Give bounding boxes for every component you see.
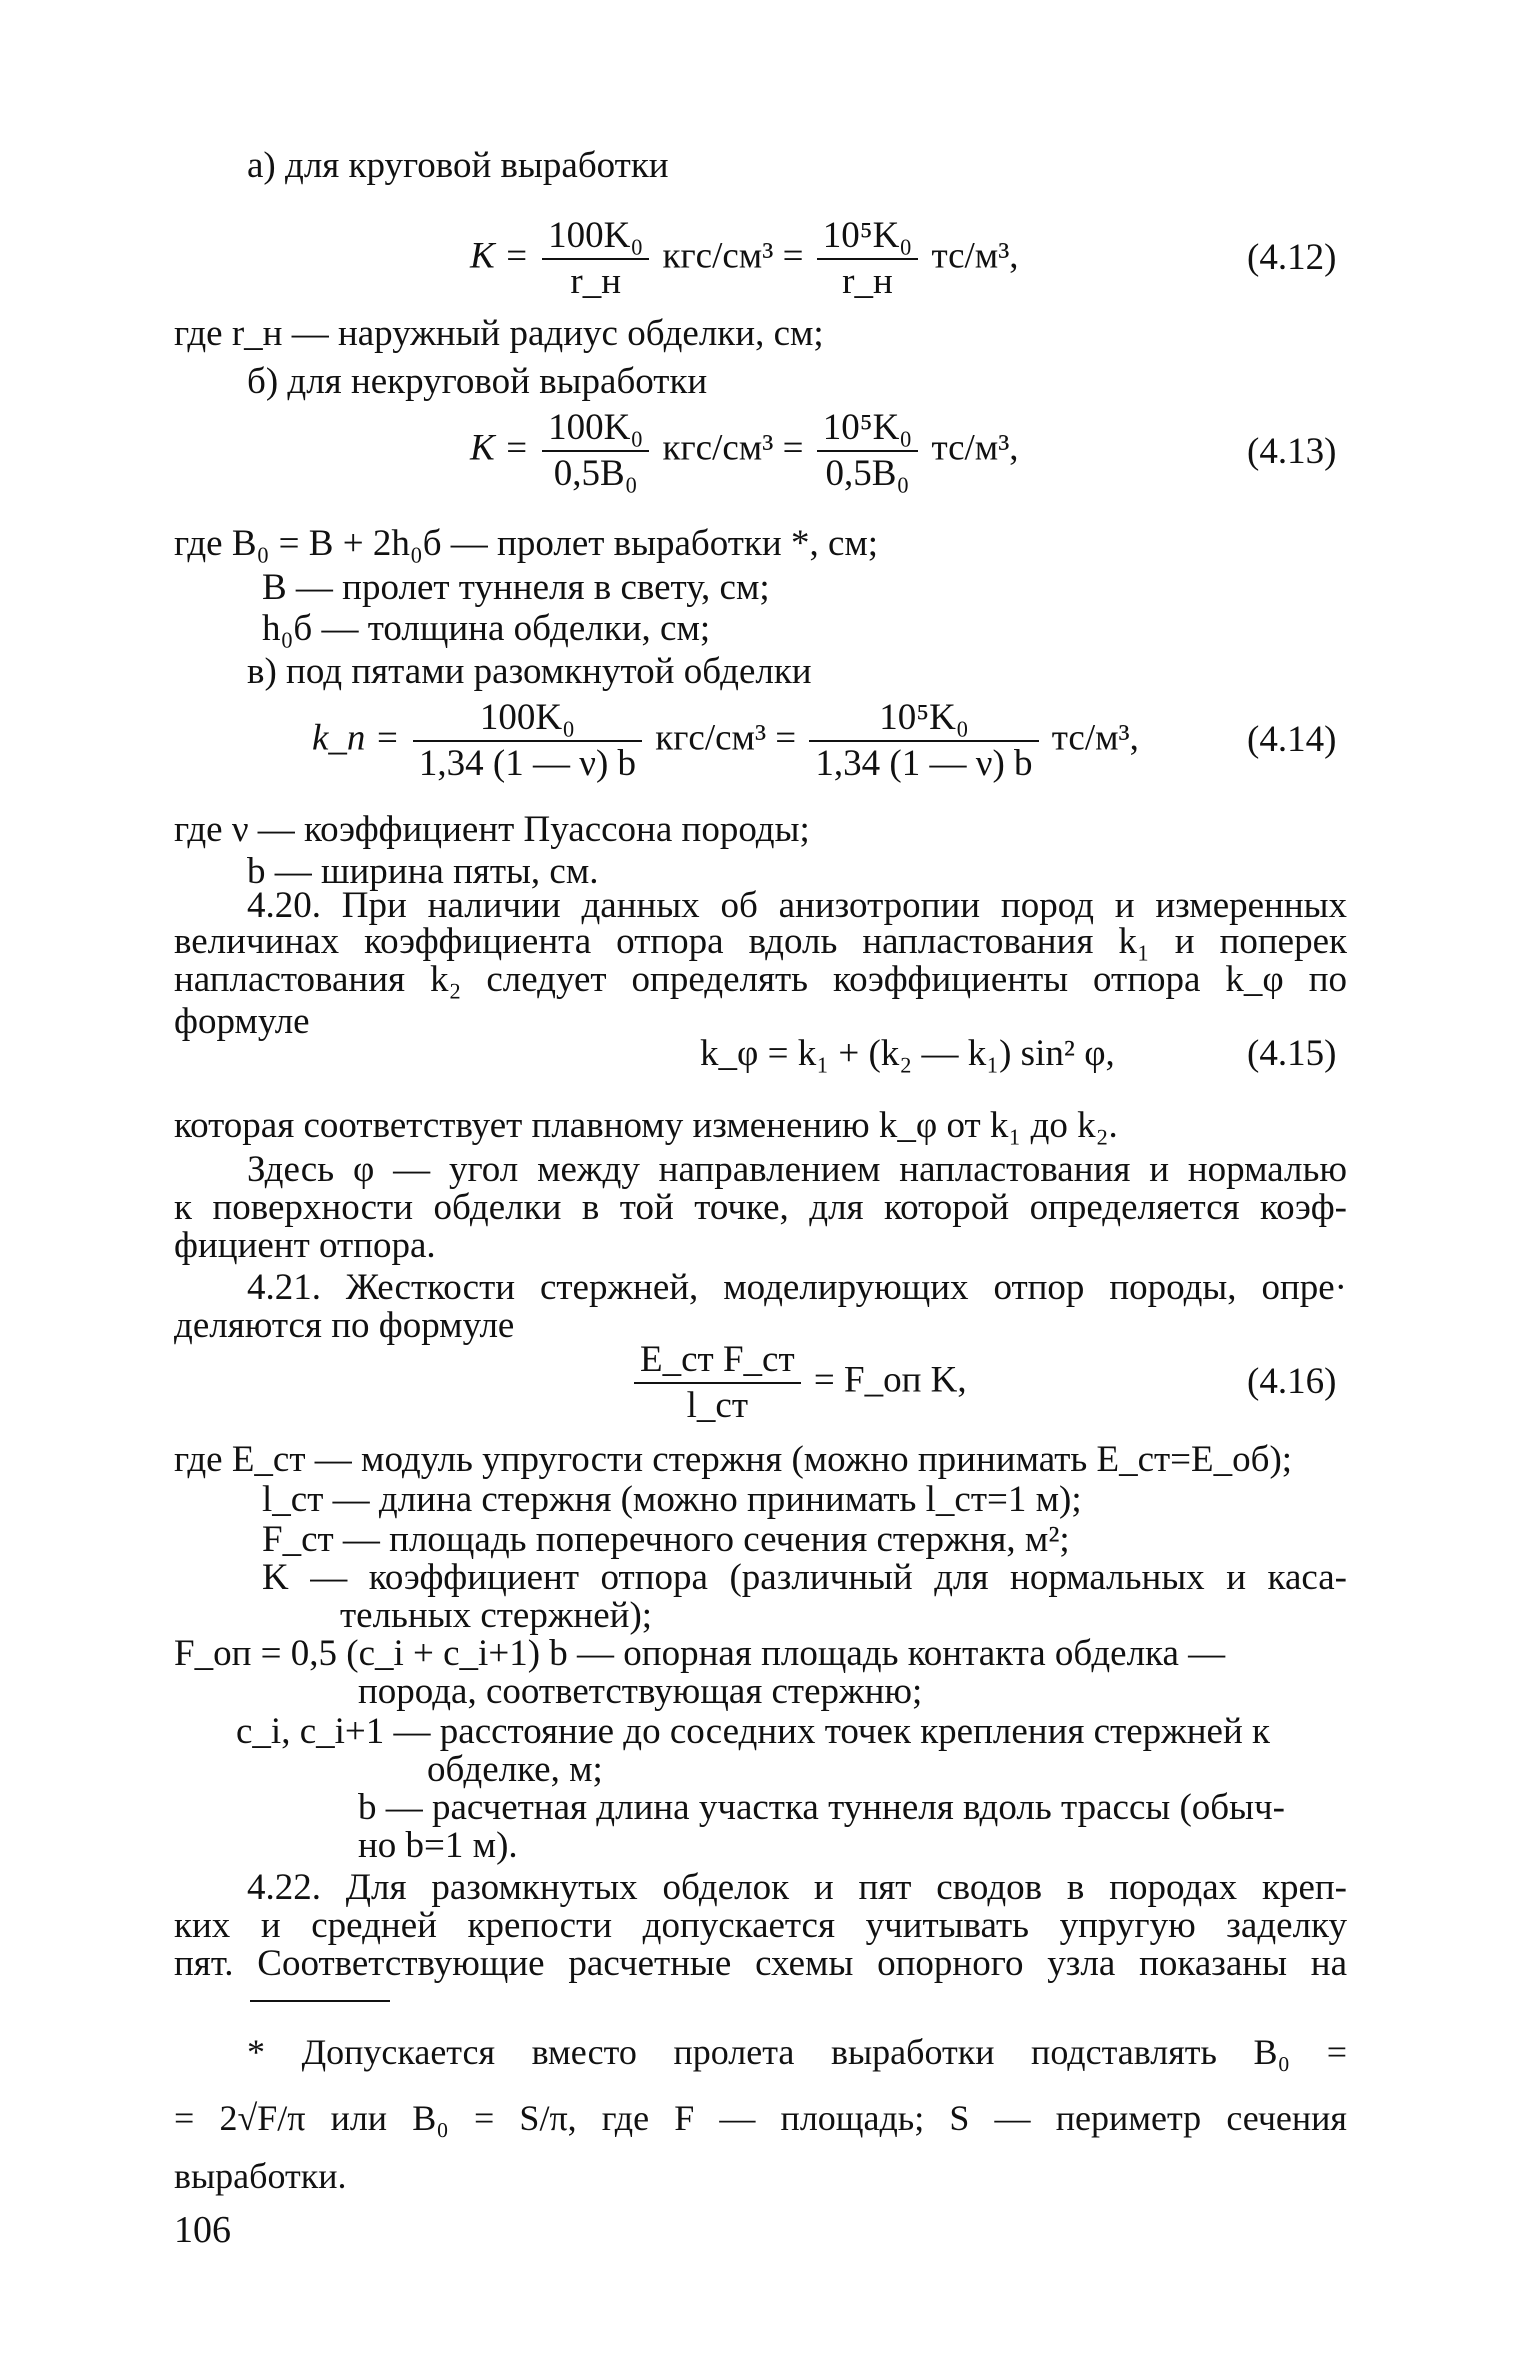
- eq-lhs: k_п =: [312, 717, 400, 759]
- numerator: 10⁵K₀: [817, 214, 919, 260]
- denominator: r_н: [570, 261, 622, 302]
- footnote-line: * Допускается вместо пролета выработки подставлять B₀ =: [247, 2032, 1347, 2072]
- equation-4-15: k_φ = k₁ + (k₂ — k₁) sin² φ,: [700, 1033, 1115, 1074]
- denominator: 0,5B₀: [553, 453, 638, 494]
- denominator: 0,5B₀: [825, 453, 910, 494]
- text-line: деляются по формуле: [174, 1305, 515, 1346]
- text-line: Здесь φ — угол между направлением напластования и нормалью: [247, 1149, 1347, 1190]
- equation-number: (4.15): [1247, 1033, 1337, 1074]
- fraction: [817, 406, 919, 496]
- fraction: [413, 696, 642, 786]
- text-line: b — расчетная длина участка туннеля вдоль трассы (обыч-: [358, 1787, 1285, 1828]
- fraction: [817, 214, 919, 304]
- text-line: пят. Соответствующие расчетные схемы опорного узла показаны на: [174, 1943, 1347, 1984]
- text-line: порода, соответствующая стержню;: [358, 1671, 923, 1712]
- text-line: в) под пятами разомкнутой обделки: [247, 651, 812, 692]
- denominator: 1,34 (1 — ν) b: [418, 743, 637, 784]
- text-line: фициент отпора.: [174, 1225, 436, 1266]
- numerator: 100K₀: [413, 696, 642, 742]
- unit: тс/м³,: [931, 235, 1019, 277]
- fraction: [542, 214, 649, 304]
- text-line: ких и средней крепости допускается учитывать упругую заделку: [174, 1905, 1347, 1946]
- equation-number: (4.13): [1247, 431, 1337, 472]
- fraction: [634, 1338, 801, 1428]
- footnote-line: = 2√F/π или B₀ = S/π, где F — площадь; S — периметр сечения: [174, 2098, 1347, 2138]
- numerator: 10⁵K₀: [817, 406, 919, 452]
- text-line: величинах коэффициента отпора вдоль напластования k₁ и поперек: [174, 921, 1347, 962]
- text-line: обделке, м;: [427, 1749, 603, 1790]
- text-line: где r_н — наружный радиус обделки, см;: [174, 313, 824, 354]
- text-line: b — ширина пяты, см.: [247, 851, 599, 892]
- denominator: 1,34 (1 — ν) b: [815, 743, 1033, 784]
- text-line: формуле: [174, 1001, 310, 1042]
- text-line: h₀б — толщина обделки, см;: [262, 608, 711, 649]
- equation-number: (4.12): [1247, 237, 1337, 278]
- text-line: тельных стержней);: [340, 1595, 653, 1636]
- eq-rhs: = F_оп K,: [813, 1359, 967, 1401]
- text-line: которая соответствует плавному изменению k_φ от k₁ до k₂.: [174, 1105, 1118, 1146]
- text-line: а) для круговой выработки: [247, 145, 669, 186]
- eq-lhs: K =: [470, 235, 529, 277]
- fraction: [809, 696, 1038, 786]
- text-line: напластования k₂ следует определять коэффициенты отпора k_φ по: [174, 959, 1347, 1000]
- equation-number: (4.14): [1247, 719, 1337, 760]
- equation-number: (4.16): [1247, 1361, 1337, 1402]
- unit: кгс/см³ =: [662, 235, 804, 277]
- text-line: F_оп = 0,5 (c_i + c_i+1) b — опорная площадь контакта обделка —: [174, 1633, 1226, 1674]
- footnote-line: выработки.: [174, 2156, 347, 2196]
- text-line: где E_ст — модуль упругости стержня (можно принимать E_ст=E_об);: [174, 1439, 1293, 1480]
- text-line: F_ст — площадь поперечного сечения стержня, м²;: [262, 1519, 1070, 1560]
- text-line: к поверхности обделки в той точке, для которой определяется коэф-: [174, 1187, 1347, 1228]
- denominator: r_н: [842, 261, 893, 302]
- numerator: E_ст F_ст: [634, 1338, 801, 1384]
- eq-lhs: K =: [470, 427, 529, 469]
- text-line: 4.21. Жесткости стержней, моделирующих отпор породы, опре·: [247, 1267, 1347, 1308]
- numerator: 100K₀: [542, 214, 649, 260]
- footnote-divider: [250, 2000, 390, 2002]
- text-line: б) для некруговой выработки: [247, 361, 708, 402]
- equation-4-16: [630, 1338, 967, 1428]
- text-line: B — пролет туннеля в свету, см;: [262, 567, 770, 608]
- text-line: но b=1 м).: [358, 1825, 518, 1866]
- denominator: l_ст: [686, 1385, 748, 1426]
- unit: кгс/см³ =: [655, 717, 797, 759]
- text-line: c_i, c_i+1 — расстояние до соседних точек крепления стержней к: [236, 1711, 1270, 1752]
- unit: тс/м³,: [1051, 717, 1139, 759]
- numerator: 10⁵K₀: [809, 696, 1038, 742]
- text-line: где B₀ = B + 2h₀б — пролет выработки *, см;: [174, 523, 879, 564]
- text-line: l_ст — длина стержня (можно принимать l_ст=1 м);: [262, 1479, 1082, 1520]
- equation-4-13: [470, 406, 1019, 496]
- equation-4-14: [312, 696, 1139, 786]
- text-line: 4.22. Для разомкнутых обделок и пят сводов в породах креп-: [247, 1867, 1347, 1908]
- text-line: где ν — коэффициент Пуассона породы;: [174, 809, 810, 850]
- numerator: 100K₀: [542, 406, 649, 452]
- equation-4-12: [470, 214, 1019, 304]
- unit: тс/м³,: [931, 427, 1019, 469]
- text-line: 4.20. При наличии данных об анизотропии пород и измеренных: [247, 885, 1347, 926]
- unit: кгс/см³ =: [662, 427, 804, 469]
- fraction: [542, 406, 649, 496]
- page-number: 106: [174, 2209, 231, 2251]
- text-line: K — коэффициент отпора (различный для нормальных и каса-: [262, 1557, 1347, 1598]
